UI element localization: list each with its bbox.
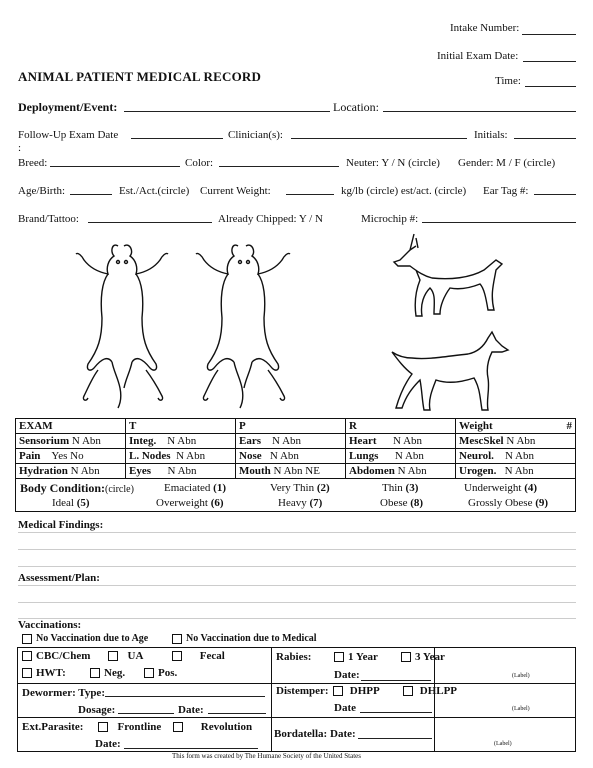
checkbox-icon[interactable] <box>333 686 343 696</box>
exam-cell[interactable]: Hydration N Abn <box>16 464 126 479</box>
no-vacc-medical[interactable]: No Vaccination due to Medical <box>172 633 317 644</box>
checkbox-icon[interactable] <box>403 686 413 696</box>
vaccinations-label: Vaccinations: <box>18 619 82 631</box>
bcs-1[interactable]: Emaciated (1) <box>164 482 226 494</box>
checkbox-icon[interactable] <box>98 722 108 732</box>
fecal-option[interactable]: Fecal <box>172 650 225 662</box>
ext-parasite-date-label: Date: <box>95 738 121 750</box>
dewormer-date-field[interactable] <box>208 713 266 714</box>
dosage-field[interactable] <box>118 713 174 714</box>
clinicians-field[interactable] <box>291 138 467 139</box>
hwt-neg[interactable]: Neg. <box>90 667 125 679</box>
exam-cell[interactable]: Lungs N Abn <box>346 449 456 464</box>
chipped-label: Already Chipped: Y / N <box>218 213 323 225</box>
deployment-field[interactable] <box>124 111 330 112</box>
dewormer-type-field[interactable] <box>105 696 265 697</box>
dorsal-outline-left <box>68 238 178 410</box>
bcs-7[interactable]: Heavy (7) <box>278 497 323 509</box>
ear-tag-label: Ear Tag #: <box>483 185 529 197</box>
followup-label: Follow-Up Exam Date <box>18 129 119 141</box>
checkbox-icon[interactable] <box>172 651 182 661</box>
exam-table <box>15 418 576 512</box>
breed-label: Breed: <box>18 157 48 169</box>
resp-header[interactable]: R <box>346 419 456 434</box>
current-weight-label: Current Weight: <box>200 185 271 197</box>
weight-header[interactable]: Weight # <box>456 419 576 434</box>
checkbox-icon[interactable] <box>90 668 100 678</box>
deployment-label: Deployment/Event: <box>18 100 118 114</box>
exam-row <box>16 464 576 479</box>
checkbox-icon[interactable] <box>172 634 182 644</box>
rabies-date-label: Date: <box>334 669 360 681</box>
body-condition-row <box>16 479 576 512</box>
form-title: ANIMAL PATIENT MEDICAL RECORD <box>18 69 262 84</box>
exam-cell[interactable]: Abdomen N Abn <box>346 464 456 479</box>
checkbox-icon[interactable] <box>144 668 154 678</box>
bordatella-label-slot: (Label) <box>494 741 512 747</box>
checkbox-icon[interactable] <box>334 652 344 662</box>
color-field[interactable] <box>219 166 339 167</box>
rabies-1yr[interactable]: 1 Year <box>334 651 378 663</box>
age-label: Age/Birth: <box>18 185 66 197</box>
initial-exam-date-label: Initial Exam Date: <box>437 50 519 62</box>
time-field[interactable] <box>525 86 576 87</box>
exam-header: EXAM <box>16 419 126 434</box>
checkbox-icon[interactable] <box>401 652 411 662</box>
location-field[interactable] <box>383 111 576 112</box>
exam-cell[interactable]: Pain Yes No <box>16 449 126 464</box>
frontline-option[interactable]: Frontline <box>98 721 161 733</box>
assessment-line[interactable] <box>18 602 576 603</box>
vacc-grid-divider <box>17 717 576 718</box>
findings-line[interactable] <box>18 549 576 550</box>
location-label: Location: <box>333 100 379 114</box>
dog-side-outline-top <box>390 230 506 326</box>
checkbox-icon[interactable] <box>108 651 118 661</box>
assessment-line[interactable] <box>18 618 576 619</box>
bcs-5[interactable]: Ideal (5) <box>52 497 90 509</box>
exam-row <box>16 449 576 464</box>
distemper-label: Distemper: <box>276 685 329 697</box>
rabies-3yr[interactable]: 3 Year <box>401 651 445 663</box>
exam-cell[interactable]: Integ. N Abn <box>126 434 236 449</box>
rabies-label-slot: (Label) <box>512 673 530 679</box>
exam-cell[interactable]: Nose N Abn <box>236 449 346 464</box>
distemper-dhlpp[interactable]: DHLPP <box>403 685 457 697</box>
assessment-label: Assessment/Plan: <box>18 572 100 584</box>
body-condition-cell[interactable] <box>16 479 576 512</box>
checkbox-icon[interactable] <box>22 668 32 678</box>
assessment-line[interactable] <box>18 585 576 586</box>
exam-row <box>16 434 576 449</box>
dog-side-outline-bottom <box>388 330 512 414</box>
followup-colon: : <box>18 142 22 154</box>
bcs-2[interactable]: Very Thin (2) <box>270 482 330 494</box>
exam-cell[interactable]: Ears N Abn <box>236 434 346 449</box>
exam-cell[interactable]: Mouth N Abn NE <box>236 464 346 479</box>
distemper-date-field[interactable] <box>360 712 432 713</box>
bcs-6[interactable]: Overweight (6) <box>156 497 224 509</box>
distemper-dhpp[interactable]: DHPP <box>333 685 380 697</box>
breed-field[interactable] <box>50 166 180 167</box>
current-weight-field[interactable] <box>286 194 334 195</box>
medical-findings-label: Medical Findings: <box>18 519 104 531</box>
exam-cell[interactable]: Urogen. N Abn <box>456 464 576 479</box>
vacc-grid-divider <box>271 647 272 752</box>
bcs-3[interactable]: Thin (3) <box>382 482 419 494</box>
bcs-4[interactable]: Underweight (4) <box>464 482 538 494</box>
exam-cell[interactable]: Eyes N Abn <box>126 464 236 479</box>
initials-field[interactable] <box>514 138 576 139</box>
age-field[interactable] <box>70 194 112 195</box>
hwt-option[interactable]: HWT: <box>22 667 66 679</box>
exam-cell[interactable]: Neurol. N Abn <box>456 449 576 464</box>
body-condition-label: Body Condition:(circle) <box>20 481 134 495</box>
clinicians-label: Clinician(s): <box>228 129 283 141</box>
rabies-date-field[interactable] <box>361 680 431 681</box>
ear-tag-field[interactable] <box>534 194 576 195</box>
bcs-8[interactable]: Obese (8) <box>380 497 424 509</box>
brand-field[interactable] <box>88 222 212 223</box>
ua-option[interactable]: UA <box>108 650 143 662</box>
intake-number-field[interactable] <box>522 34 576 35</box>
bordatella-date-label: Date: <box>330 728 356 740</box>
temp-header[interactable]: T <box>126 419 236 434</box>
dewormer-date-label: Date: <box>178 704 204 716</box>
exam-cell[interactable]: MescSkel N Abn <box>456 434 576 449</box>
bcs-9[interactable]: Grossly Obese (9) <box>468 497 549 509</box>
neuter-label: Neuter: Y / N (circle) <box>346 157 440 169</box>
exam-cell[interactable]: Sensorium N Abn <box>16 434 126 449</box>
distemper-label-slot: (Label) <box>512 706 530 712</box>
time-label: Time: <box>495 75 521 87</box>
findings-line[interactable] <box>18 566 576 567</box>
dewormer-label: Dewormer: Type: <box>22 687 105 699</box>
exam-cell[interactable]: Heart N Abn <box>346 434 456 449</box>
bordatella-date-field[interactable] <box>358 738 432 739</box>
gender-label: Gender: M / F (circle) <box>458 157 556 169</box>
ventral-outline-right <box>188 238 300 410</box>
rabies-label: Rabies: <box>276 651 312 663</box>
dosage-label: Dosage: <box>78 704 116 716</box>
exam-cell[interactable]: L. Nodes N Abn <box>126 449 236 464</box>
ext-parasite-label: Ext.Parasite: <box>22 721 84 733</box>
bordatella-label: Bordatella: <box>274 728 328 740</box>
microchip-label: Microchip #: <box>361 213 419 225</box>
pulse-header[interactable]: P <box>236 419 346 434</box>
vacc-grid-divider <box>17 683 576 684</box>
checkbox-icon[interactable] <box>173 722 183 732</box>
hwt-pos[interactable]: Pos. <box>144 667 177 679</box>
revolution-option[interactable]: Revolution <box>173 721 252 733</box>
footer-credit: This form was created by The Humane Society of the United States <box>172 752 362 760</box>
distemper-date-label: Date <box>334 702 356 714</box>
initials-label: Initials: <box>474 129 508 141</box>
initial-exam-date-field[interactable] <box>523 61 576 62</box>
cbc-option[interactable]: CBC/Chem <box>22 650 90 662</box>
color-label: Color: <box>185 157 214 169</box>
microchip-field[interactable] <box>422 222 576 223</box>
checkbox-icon[interactable] <box>22 651 32 661</box>
ext-parasite-date-field[interactable] <box>124 748 258 749</box>
no-vacc-age[interactable]: No Vaccination due to Age <box>22 633 148 644</box>
intake-number-label: Intake Number: <box>450 22 520 34</box>
followup-field[interactable] <box>131 138 223 139</box>
checkbox-icon[interactable] <box>22 634 32 644</box>
kg-lb-label: kg/lb (circle) est/act. (circle) <box>341 185 467 197</box>
brand-label: Brand/Tattoo: <box>18 213 79 225</box>
findings-line[interactable] <box>18 532 576 533</box>
est-act-label: Est./Act.(circle) <box>119 185 190 197</box>
